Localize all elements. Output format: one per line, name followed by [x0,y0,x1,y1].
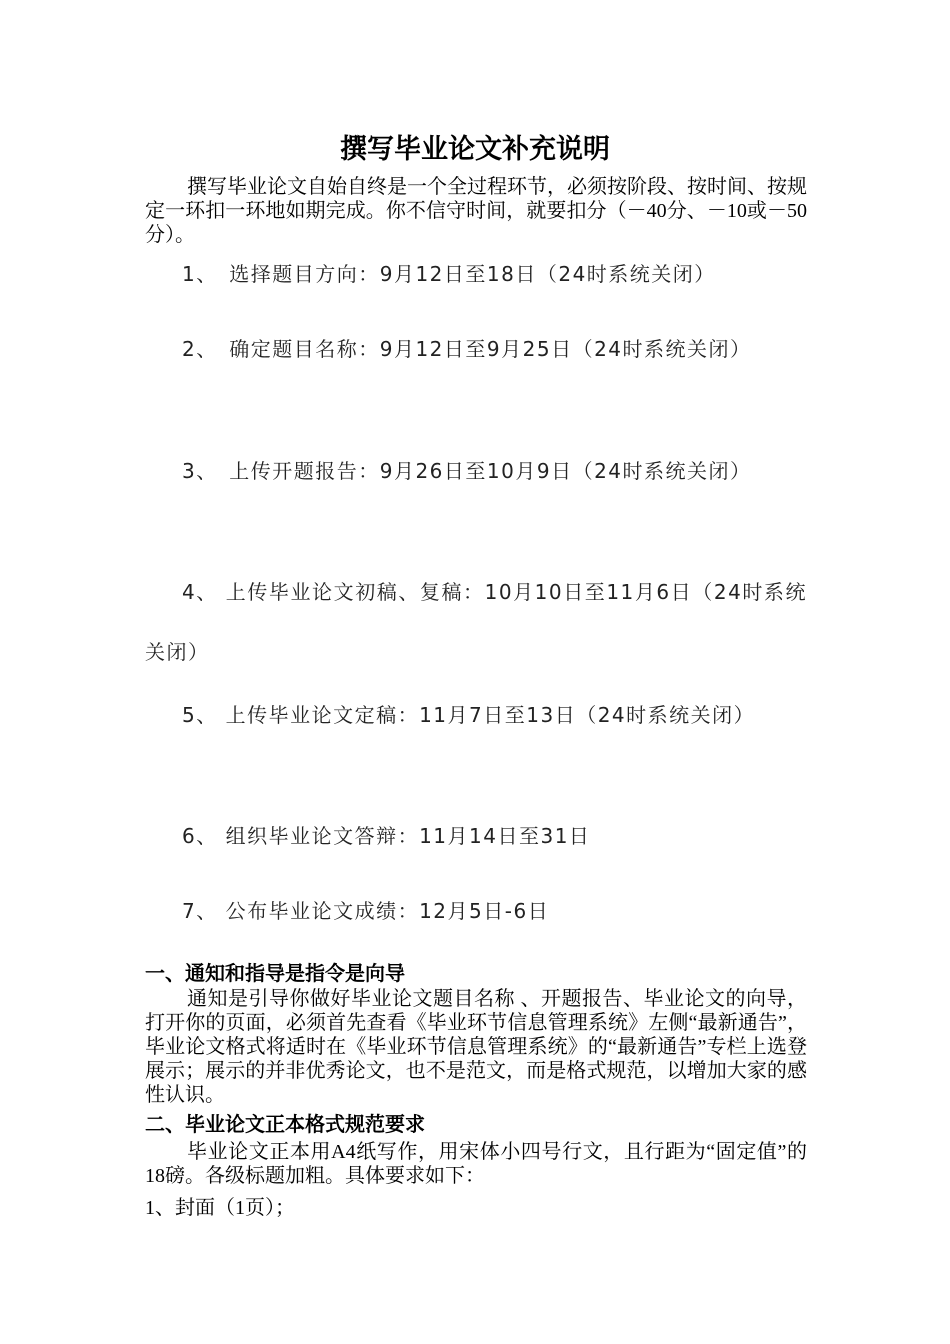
schedule-item-6: 6、 组织毕业论文答辩：11月14日至31日 [182,824,591,848]
section-1-heading: 一、通知和指导是指令是向导 [145,961,405,985]
section-2-body: 毕业论文正本用A4纸写作，用宋体小四号行文，且行距为“固定值”的18磅。各级标题加粗。具体要求如下： [145,1141,807,1187]
section-1-body: 通知是引导你做好毕业论文题目名称 、开题报告、毕业论文的向导，打开你的页面，必须首先查看《毕业环节信息管理系统》左侧“最新通告”，毕业论文格式将适时在《毕业环节信息管理系统》的“最新通告”专栏上选登展示；展示的并非优秀论文，也不是范文，而是格式规范，以增加大家的感性认识。 [145,988,807,1106]
page-title: 撰写毕业论文补充说明 [340,134,610,165]
schedule-item-3: 3、 上传开题报告：9月26日至10月9日（24时系统关闭） [182,459,752,483]
section-2-item-1: 1、封面（1页）； [145,1197,295,1219]
schedule-item-5: 5、 上传毕业论文定稿：11月7日至13日（24时系统关闭） [182,703,756,727]
schedule-item-4: 4、 上传毕业论文初稿、复稿：10月10日至11月6日（24时系统关闭） [145,580,807,664]
section-2-heading: 二、毕业论文正本格式规范要求 [145,1112,425,1136]
schedule-item-7: 7、 公布毕业论文成绩：12月5日-6日 [182,899,550,923]
schedule-item-2: 2、 确定题目名称：9月12日至9月25日（24时系统关闭） [182,337,752,361]
intro-paragraph: 撰写毕业论文自始自终是一个全过程环节，必须按阶段、按时间、按规定一环扣一环地如期完成。你不信守时间，就要扣分（－40分、－10或－50分）。 [145,176,807,246]
schedule-item-1: 1、 选择题目方向：9月12日至18日（24时系统关闭） [182,262,716,286]
